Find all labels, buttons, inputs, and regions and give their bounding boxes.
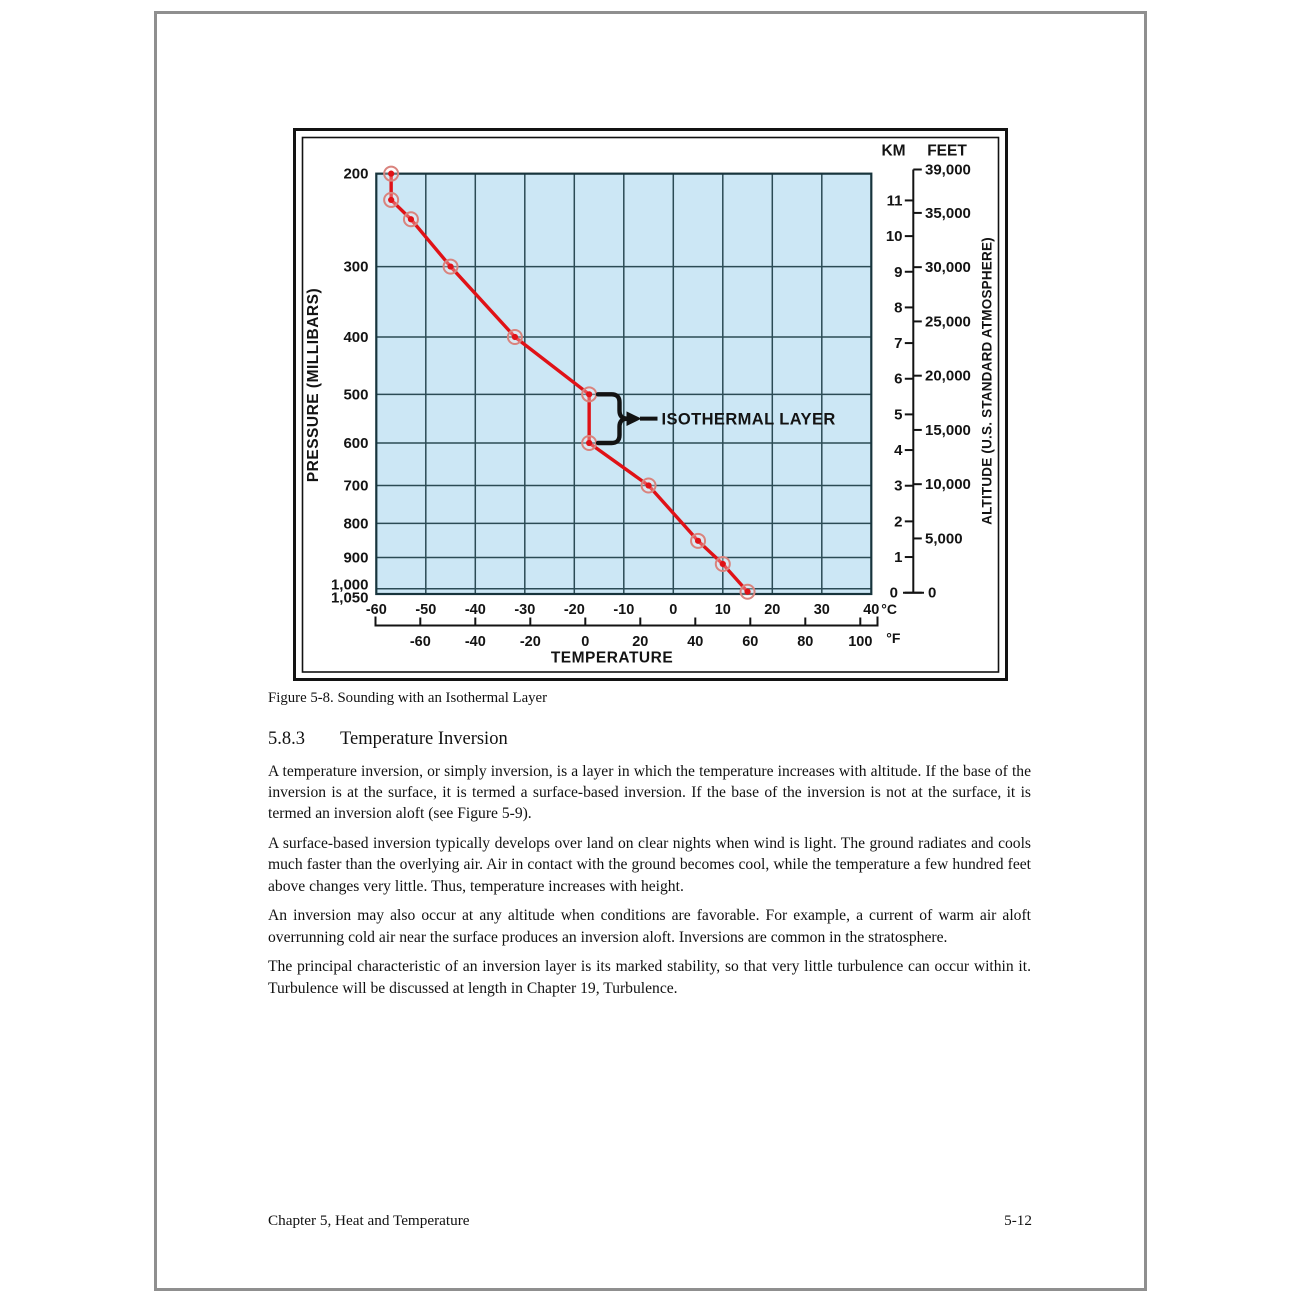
section-heading xyxy=(268,729,1008,750)
svg-text:1,050: 1,050 xyxy=(330,589,369,607)
paragraph: The principal characteristic of an inversion layer is its marked stability, so that very little turbulence can occur within it. Turbulence will be discussed at length in Chapter 19, Turbulence. xyxy=(268,958,1031,997)
svg-text:40: 40 xyxy=(687,634,704,650)
svg-text:-60: -60 xyxy=(365,602,387,618)
svg-text:6: 6 xyxy=(894,370,903,388)
svg-text:PRESSURE (MILLIBARS): PRESSURE (MILLIBARS) xyxy=(305,287,322,483)
svg-text:800: 800 xyxy=(343,515,369,533)
svg-text:200: 200 xyxy=(343,165,369,183)
svg-text:3: 3 xyxy=(894,477,903,495)
svg-text:9: 9 xyxy=(894,263,903,281)
svg-text:-40: -40 xyxy=(464,634,486,650)
svg-text:400: 400 xyxy=(343,328,369,346)
footer-page-number: 5-12 xyxy=(1004,1212,1032,1229)
svg-text:20: 20 xyxy=(632,634,649,650)
svg-text:°F: °F xyxy=(886,630,901,646)
svg-text:60: 60 xyxy=(742,634,759,650)
svg-text:TEMPERATURE: TEMPERATURE xyxy=(550,649,674,667)
svg-text:4: 4 xyxy=(894,442,903,460)
figure-5-8 xyxy=(293,128,1008,681)
svg-text:100: 100 xyxy=(848,634,873,650)
svg-text:20: 20 xyxy=(764,602,781,618)
svg-text:-20: -20 xyxy=(519,634,541,650)
svg-text:1,000: 1,000 xyxy=(330,576,369,594)
svg-text:-30: -30 xyxy=(514,602,536,618)
svg-text:30: 30 xyxy=(813,602,830,618)
footer-chapter: Chapter 5, Heat and Temperature xyxy=(268,1212,470,1229)
svg-text:0: 0 xyxy=(889,584,898,602)
svg-text:39,000: 39,000 xyxy=(925,161,971,179)
svg-text:30,000: 30,000 xyxy=(925,259,971,277)
svg-text:1: 1 xyxy=(894,549,903,567)
svg-text:40: 40 xyxy=(863,602,880,618)
svg-text:FEET: FEET xyxy=(927,142,967,160)
paragraph: An inversion may also occur at any altitude when conditions are favorable. For example, a current of warm air aloft overrunning cold air near the surface produces an inversion aloft. Inversions are common in the stratosphere. xyxy=(268,907,1031,946)
svg-text:ALTITUDE (U.S. STANDARD ATMOSP: ALTITUDE (U.S. STANDARD ATMOSPHERE) xyxy=(979,237,995,525)
svg-text:5: 5 xyxy=(894,406,903,424)
svg-text:10: 10 xyxy=(714,602,731,618)
svg-text:15,000: 15,000 xyxy=(925,421,971,439)
svg-text:10: 10 xyxy=(885,228,903,246)
svg-text:-10: -10 xyxy=(613,602,635,618)
svg-text:-40: -40 xyxy=(464,602,486,618)
svg-text:-50: -50 xyxy=(415,602,437,618)
svg-text:600: 600 xyxy=(343,435,369,453)
svg-text:0: 0 xyxy=(928,584,937,602)
svg-text:25,000: 25,000 xyxy=(925,313,971,331)
section-title: Temperature Inversion xyxy=(340,729,508,749)
svg-text:500: 500 xyxy=(343,386,369,404)
svg-text:0: 0 xyxy=(581,634,590,650)
svg-text:°C: °C xyxy=(881,601,898,617)
page-footer xyxy=(268,1212,1032,1230)
svg-text:11: 11 xyxy=(886,192,903,210)
body-paragraphs xyxy=(268,761,1031,1007)
svg-text:10,000: 10,000 xyxy=(925,476,971,494)
svg-text:-20: -20 xyxy=(563,602,585,618)
svg-text:35,000: 35,000 xyxy=(925,204,971,222)
svg-text:900: 900 xyxy=(343,549,369,567)
svg-text:7: 7 xyxy=(894,335,903,353)
svg-text:700: 700 xyxy=(343,477,369,495)
svg-text:0: 0 xyxy=(669,602,678,618)
isothermal-layer-label: ISOTHERMAL LAYER xyxy=(661,410,836,429)
svg-text:80: 80 xyxy=(797,634,814,650)
svg-text:8: 8 xyxy=(894,299,903,317)
svg-text:5,000: 5,000 xyxy=(925,530,963,548)
svg-text:20,000: 20,000 xyxy=(925,367,971,385)
paragraph: A surface-based inversion typically develops over land on clear nights when wind is light. The ground radiates and cools much faster than the overlying air. Air in contact with the ground becomes cool, while the temperature a few hundred feet above changes very little. Thus, temperature increases with height. xyxy=(268,835,1031,895)
svg-text:300: 300 xyxy=(343,258,369,276)
svg-text:-60: -60 xyxy=(409,634,431,650)
figure-caption: Figure 5-8. Sounding with an Isothermal Layer xyxy=(268,690,548,706)
sounding-chart xyxy=(293,128,1008,681)
paragraph: A temperature inversion, or simply inversion, is a layer in which the temperature increases with altitude. If the base of the inversion is at the surface, it is termed a surface-based inversion. If the base of the inversion is not at the surface, it is termed an inversion aloft (see Figure 5-9). xyxy=(268,763,1031,823)
svg-text:KM: KM xyxy=(881,142,906,160)
section-number: 5.8.3 xyxy=(268,729,305,749)
svg-text:2: 2 xyxy=(894,513,903,531)
